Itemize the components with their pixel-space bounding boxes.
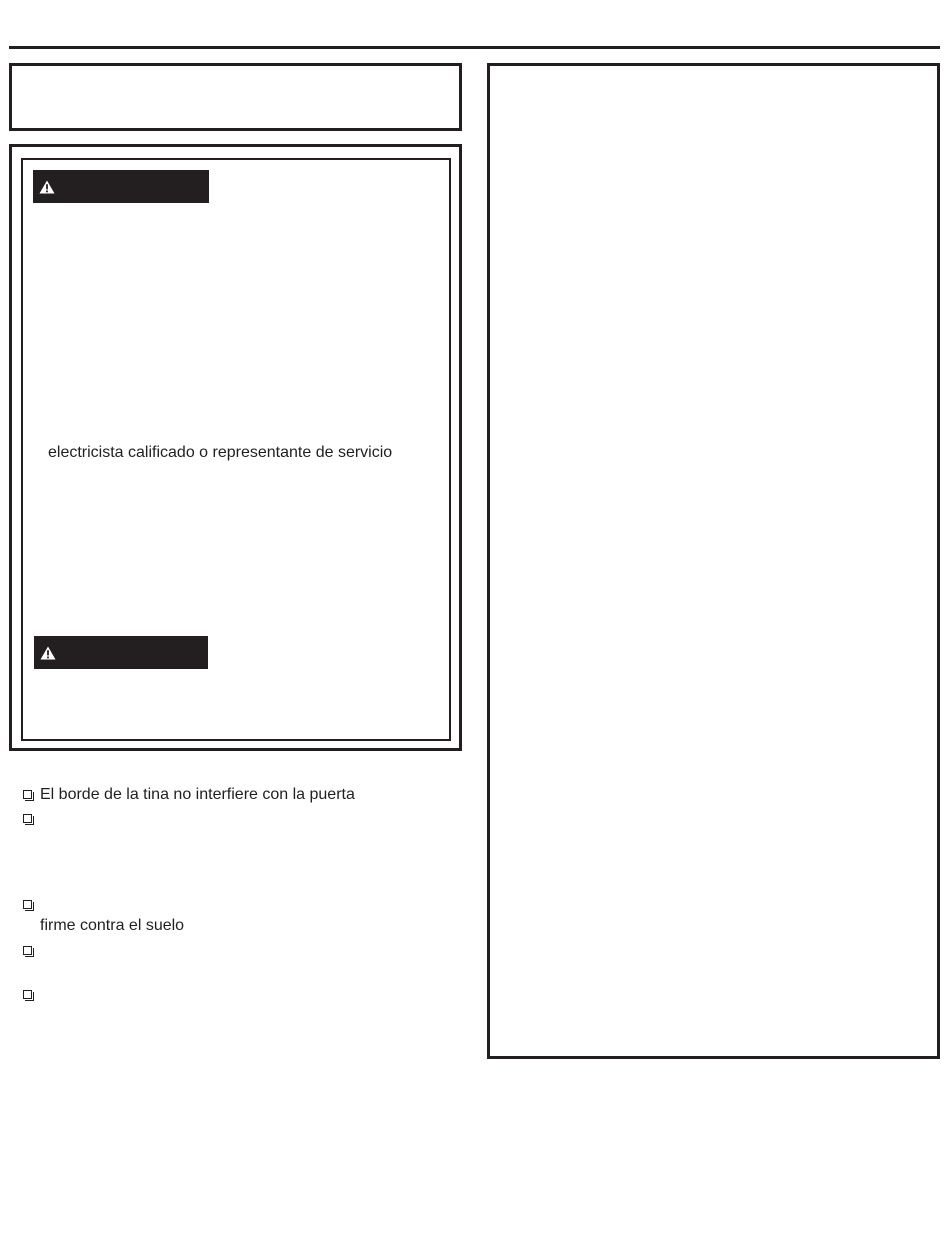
section-title-box — [9, 63, 462, 131]
warning-box — [9, 144, 462, 751]
list-item-text-continued: firme contra el suelo — [40, 917, 185, 934]
warning-triangle-icon — [39, 180, 55, 194]
list-item-text: El borde de la tina no interfiere con la puerta — [40, 786, 355, 803]
warning-box-inner — [21, 158, 451, 741]
warning-banner-top — [33, 170, 209, 203]
checkbox-icon — [23, 946, 32, 955]
warning-banner-bottom — [34, 636, 208, 669]
checkbox-icon — [23, 790, 32, 799]
checkbox-icon — [23, 900, 32, 909]
checkbox-icon — [23, 814, 32, 823]
checkbox-icon — [23, 990, 32, 999]
right-column-box — [487, 63, 940, 1059]
warning-text-line: electricista calificado o representante de servicio — [48, 444, 393, 461]
warning-triangle-icon — [40, 646, 56, 660]
header-rule — [9, 46, 940, 49]
